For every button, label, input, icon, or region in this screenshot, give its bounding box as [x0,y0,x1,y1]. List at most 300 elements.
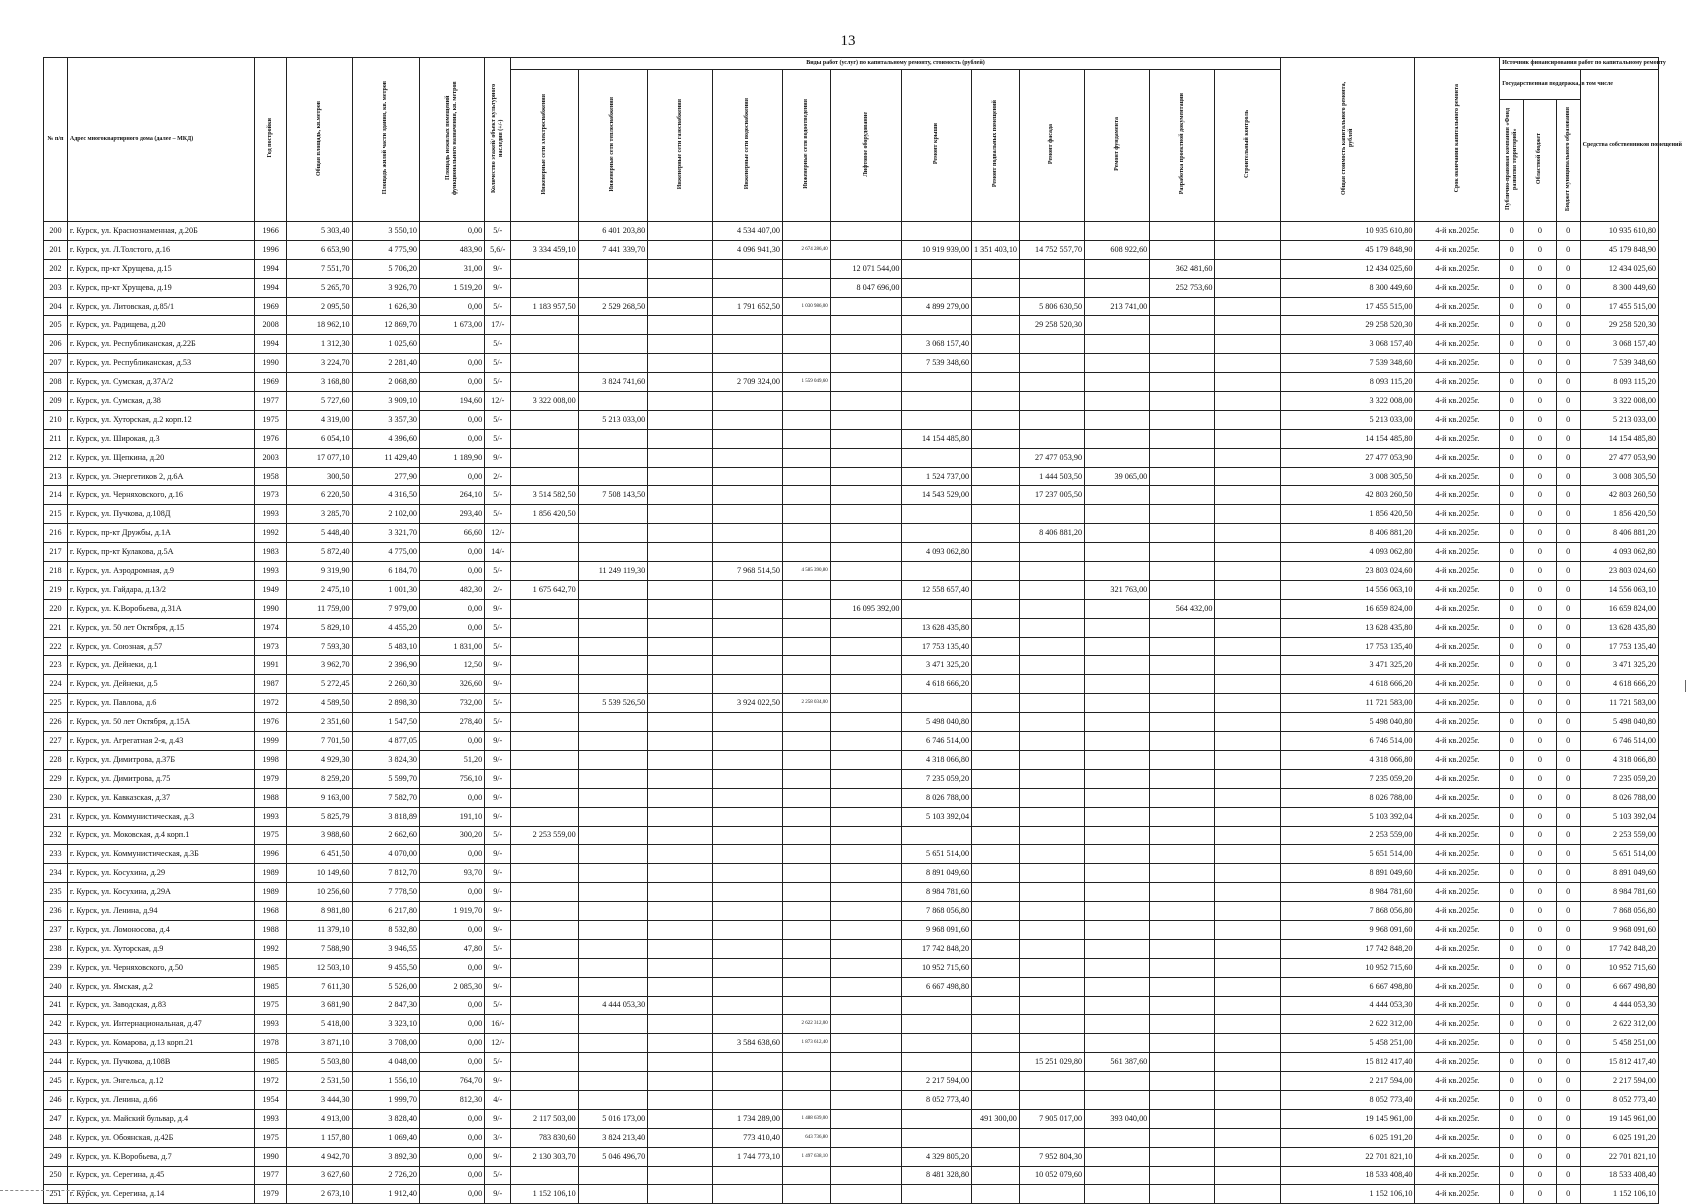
cell-floors: 9/- [485,656,511,675]
cell-total-area: 4 589,50 [287,694,352,713]
cell-floors: 5/- [485,222,511,241]
cell-sewer-cost: 1 873 612,40 [782,1034,830,1053]
cell-fund-reform: 0 [1500,1015,1524,1034]
cell-gas-cost [648,278,713,297]
cell-year: 1993 [254,562,287,581]
cell-municipal-budget: 0 [1556,505,1580,524]
cell-nonres-area: 1 831,00 [420,637,485,656]
cell-lift-cost [830,807,902,826]
cell-control-cost [1215,1090,1280,1109]
cell-nonres-area: 0,00 [420,1128,485,1147]
cell-heat-cost [578,902,648,921]
cell-year: 1998 [254,750,287,769]
cell-total-cost: 8 984 781,60 [1280,883,1415,902]
cell-living-area: 3 708,00 [352,1034,419,1053]
cell-year: 1990 [254,1147,287,1166]
cell-regional-budget: 0 [1524,939,1557,958]
cell-year: 1969 [254,373,287,392]
cell-water-cost [713,996,783,1015]
cell-heat-cost [578,448,648,467]
cell-roof-cost: 8 052 773,40 [902,1090,972,1109]
cell-facade-cost [1019,788,1084,807]
cell-heat-cost [578,429,648,448]
table-row [44,788,1659,807]
cell-basement-cost: 491 300,00 [972,1109,1020,1128]
cell-control-cost [1215,222,1280,241]
cell-foundation-cost [1085,1015,1150,1034]
cell-lift-cost [830,883,902,902]
cell-fund-reform: 0 [1500,562,1524,581]
cell-row-number: 220 [44,599,68,618]
cell-row-number: 225 [44,694,68,713]
cell-design-cost [1150,1185,1215,1204]
cell-floors: 12/- [485,392,511,411]
cell-roof-cost: 10 952 715,60 [902,958,972,977]
cell-municipal-budget: 0 [1556,732,1580,751]
cell-water-cost [713,845,783,864]
cell-nonres-area: 482,30 [420,580,485,599]
cell-facade-cost [1019,637,1084,656]
cell-fund-reform: 0 [1500,240,1524,259]
cell-deadline: 4-й кв.2025г. [1415,1034,1500,1053]
cell-address: г. Курск, ул. Черняховского, д.16 [67,486,254,505]
cell-sewer-cost [782,1053,830,1072]
cell-total-cost: 16 659 824,00 [1280,599,1415,618]
cell-living-area: 5 706,20 [352,259,419,278]
cell-municipal-budget: 0 [1556,807,1580,826]
cell-gas-cost [648,240,713,259]
cell-regional-budget: 0 [1524,1034,1557,1053]
cell-lift-cost [830,448,902,467]
cell-basement-cost [972,902,1020,921]
cell-sewer-cost [782,1185,830,1204]
cell-total-cost: 14 154 485,80 [1280,429,1415,448]
cell-deadline: 4-й кв.2025г. [1415,939,1500,958]
cell-regional-budget: 0 [1524,429,1557,448]
cell-total-area: 5 727,60 [287,392,352,411]
cell-living-area: 3 909,10 [352,392,419,411]
cell-living-area: 5 526,00 [352,977,419,996]
cell-facade-cost [1019,939,1084,958]
table-row [44,637,1659,656]
cell-fund-reform: 0 [1500,883,1524,902]
cell-design-cost [1150,883,1215,902]
cell-lift-cost [830,486,902,505]
cell-water-cost [713,788,783,807]
cell-living-area: 6 217,80 [352,902,419,921]
cell-control-cost [1215,826,1280,845]
cell-water-cost: 2 709 324,00 [713,373,783,392]
cell-owners-funds: 5 103 392,04 [1580,807,1658,826]
table-row [44,996,1659,1015]
cell-lift-cost [830,618,902,637]
cell-total-cost: 17 742 848,20 [1280,939,1415,958]
cell-heat-cost [578,958,648,977]
cell-floors: 5/- [485,996,511,1015]
table-row [44,297,1659,316]
table-row [44,694,1659,713]
cell-water-cost: 7 968 514,50 [713,562,783,581]
cell-living-area: 4 316,50 [352,486,419,505]
cell-heat-cost: 3 824 213,40 [578,1128,648,1147]
cell-foundation-cost [1085,996,1150,1015]
cell-roof-cost: 4 618 666,20 [902,675,972,694]
cell-heat-cost [578,524,648,543]
cell-sewer-cost [782,524,830,543]
cell-municipal-budget: 0 [1556,675,1580,694]
cell-living-area: 7 778,50 [352,883,419,902]
cell-heat-cost [578,1053,648,1072]
cell-fund-reform: 0 [1500,278,1524,297]
cell-fund-reform: 0 [1500,958,1524,977]
cell-deadline: 4-й кв.2025г. [1415,845,1500,864]
cell-facade-cost [1019,958,1084,977]
cell-total-cost: 8 406 881,20 [1280,524,1415,543]
cell-water-cost [713,1072,783,1091]
cell-year: 1973 [254,486,287,505]
cell-fund-reform: 0 [1500,826,1524,845]
cell-total-area: 11 379,10 [287,920,352,939]
cell-owners-funds: 12 434 025,60 [1580,259,1658,278]
cell-lift-cost [830,845,902,864]
cell-sewer-cost [782,259,830,278]
cell-basement-cost [972,1128,1020,1147]
cell-electric-cost: 2 117 503,00 [511,1109,578,1128]
cell-fund-reform: 0 [1500,297,1524,316]
cell-nonres-area: 0,00 [420,373,485,392]
cell-control-cost [1215,543,1280,562]
cell-facade-cost [1019,750,1084,769]
cell-deadline: 4-й кв.2025г. [1415,562,1500,581]
cell-heat-cost: 3 824 741,60 [578,373,648,392]
cell-electric-cost: 1 152 106,10 [511,1185,578,1204]
cell-living-area: 4 775,00 [352,543,419,562]
cell-row-number: 251 [44,1185,68,1204]
cell-basement-cost [972,883,1020,902]
cell-address: г. Курск, ул. Энергетиков 2, д.6А [67,467,254,486]
cell-row-number: 241 [44,996,68,1015]
cell-sewer-cost [782,429,830,448]
cell-regional-budget: 0 [1524,807,1557,826]
table-row [44,316,1659,335]
cell-design-cost [1150,939,1215,958]
cell-floors: 9/- [485,788,511,807]
cell-nonres-area: 278,40 [420,713,485,732]
cell-total-area: 9 163,00 [287,788,352,807]
cell-sewer-cost [782,392,830,411]
col-deadline: Срок окончания капитального ремонта [1415,58,1500,222]
cell-address: г. Курск, ул. Союзная, д.57 [67,637,254,656]
cell-row-number: 246 [44,1090,68,1109]
cell-facade-cost [1019,222,1084,241]
cell-nonres-area: 0,00 [420,354,485,373]
cell-row-number: 213 [44,467,68,486]
cell-owners-funds: 2 217 594,00 [1580,1072,1658,1091]
cell-water-cost [713,354,783,373]
cell-design-cost [1150,656,1215,675]
cell-electric-cost [511,996,578,1015]
cell-address: г. Курск, ул. Ломоносова, д.4 [67,920,254,939]
cell-foundation-cost [1085,543,1150,562]
cell-fund-reform: 0 [1500,1185,1524,1204]
cell-sewer-cost [782,713,830,732]
cell-sewer-cost [782,996,830,1015]
cell-roof-cost [902,259,972,278]
cell-sewer-cost [782,864,830,883]
cell-deadline: 4-й кв.2025г. [1415,505,1500,524]
cell-row-number: 216 [44,524,68,543]
cell-water-cost [713,675,783,694]
cell-basement-cost [972,543,1020,562]
cell-regional-budget: 0 [1524,1128,1557,1147]
col-electric: Инженерные сети электроснабжения [511,70,578,222]
cell-year: 1949 [254,580,287,599]
cell-total-area: 4 942,70 [287,1147,352,1166]
cell-foundation-cost [1085,883,1150,902]
cell-heat-cost: 5 046 496,70 [578,1147,648,1166]
cell-row-number: 232 [44,826,68,845]
cell-municipal-budget: 0 [1556,713,1580,732]
cell-owners-funds: 42 803 260,50 [1580,486,1658,505]
cell-lift-cost [830,354,902,373]
cell-electric-cost: 783 830,60 [511,1128,578,1147]
cell-year: 1989 [254,864,287,883]
cell-address: г. Курск, ул. Черняховского, д.50 [67,958,254,977]
cell-fund-reform: 0 [1500,807,1524,826]
cell-deadline: 4-й кв.2025г. [1415,656,1500,675]
cell-municipal-budget: 0 [1556,580,1580,599]
cell-roof-cost [902,392,972,411]
cell-roof-cost [902,373,972,392]
cell-address: г. Курск, ул. Дейнеки, д.5 [67,675,254,694]
cell-total-cost: 6 746 514,00 [1280,732,1415,751]
cell-electric-cost [511,373,578,392]
cell-address: г. Курск, ул. Ленина, д.94 [67,902,254,921]
cell-electric-cost: 3 514 582,50 [511,486,578,505]
cell-water-cost: 1 744 773,10 [713,1147,783,1166]
cell-gas-cost [648,618,713,637]
cell-regional-budget: 0 [1524,486,1557,505]
cell-address: г. Курск, пр-кт Дружбы, д.1А [67,524,254,543]
cell-basement-cost [972,562,1020,581]
cell-electric-cost: 3 334 459,10 [511,240,578,259]
cell-facade-cost: 7 905 017,00 [1019,1109,1084,1128]
cell-total-area: 10 256,60 [287,883,352,902]
cell-floors: 9/- [485,448,511,467]
cell-basement-cost [972,845,1020,864]
cell-foundation-cost [1085,637,1150,656]
cell-floors: 9/- [485,977,511,996]
cell-regional-budget: 0 [1524,713,1557,732]
cell-basement-cost [972,429,1020,448]
cell-control-cost [1215,278,1280,297]
cell-roof-cost [902,562,972,581]
cell-basement-cost [972,637,1020,656]
cell-lift-cost: 12 071 544,00 [830,259,902,278]
cell-municipal-budget: 0 [1556,486,1580,505]
table-row [44,845,1659,864]
table-row [44,826,1659,845]
cell-year: 1994 [254,335,287,354]
cell-fund-reform: 0 [1500,448,1524,467]
cell-electric-cost: 1 675 642,70 [511,580,578,599]
table-row [44,1053,1659,1072]
col-water: Инженерные сети водоснабжения [713,70,783,222]
cell-total-cost: 8 052 773,40 [1280,1090,1415,1109]
cell-total-cost: 5 498 040,80 [1280,713,1415,732]
cell-total-cost: 10 952 715,60 [1280,958,1415,977]
cell-total-area: 5 829,10 [287,618,352,637]
cell-deadline: 4-й кв.2025г. [1415,373,1500,392]
cell-year: 1990 [254,599,287,618]
cell-row-number: 237 [44,920,68,939]
cell-design-cost [1150,429,1215,448]
cell-facade-cost [1019,618,1084,637]
cell-foundation-cost [1085,410,1150,429]
cell-total-cost: 5 458 251,00 [1280,1034,1415,1053]
cell-living-area: 1 912,40 [352,1185,419,1204]
cell-total-area: 7 588,90 [287,939,352,958]
cell-roof-cost [902,316,972,335]
cell-municipal-budget: 0 [1556,1034,1580,1053]
cell-design-cost [1150,240,1215,259]
cell-floors: 2/- [485,467,511,486]
cell-total-area: 3 444,30 [287,1090,352,1109]
cell-foundation-cost [1085,807,1150,826]
cell-basement-cost [972,448,1020,467]
cell-nonres-area [420,335,485,354]
cell-water-cost [713,769,783,788]
cell-row-number: 224 [44,675,68,694]
cell-municipal-budget: 0 [1556,524,1580,543]
cell-row-number: 226 [44,713,68,732]
cell-facade-cost [1019,713,1084,732]
table-row [44,240,1659,259]
cell-foundation-cost [1085,977,1150,996]
cell-electric-cost [511,750,578,769]
cell-electric-cost [511,864,578,883]
cell-basement-cost [972,977,1020,996]
cell-address: г. Курск, ул. Сумская, д.38 [67,392,254,411]
cell-total-area: 6 653,90 [287,240,352,259]
cell-foundation-cost [1085,562,1150,581]
cell-total-cost: 2 622 312,00 [1280,1015,1415,1034]
col-foundation: Ремонт фундамента [1085,70,1150,222]
cell-municipal-budget: 0 [1556,656,1580,675]
cell-foundation-cost [1085,373,1150,392]
cell-total-cost: 3 008 305,50 [1280,467,1415,486]
cell-roof-cost: 1 524 737,00 [902,467,972,486]
cell-fund-reform: 0 [1500,392,1524,411]
cell-gas-cost [648,675,713,694]
cell-control-cost [1215,920,1280,939]
cell-basement-cost [972,1072,1020,1091]
table-row [44,278,1659,297]
cell-floors: 5/- [485,335,511,354]
cell-nonres-area: 0,00 [420,297,485,316]
cell-control-cost [1215,958,1280,977]
cell-lift-cost [830,769,902,788]
cell-gas-cost [648,335,713,354]
cell-floors: 3/- [485,1128,511,1147]
cell-heat-cost: 5 016 173,00 [578,1109,648,1128]
cell-electric-cost [511,599,578,618]
cell-municipal-budget: 0 [1556,902,1580,921]
cell-deadline: 4-й кв.2025г. [1415,297,1500,316]
cell-lift-cost [830,996,902,1015]
cell-total-area: 5 303,40 [287,222,352,241]
cell-living-area: 2 726,20 [352,1166,419,1185]
cell-municipal-budget: 0 [1556,1015,1580,1034]
col-living-area: Площадь жилой части здания, кв. метров [352,58,419,222]
cell-control-cost [1215,599,1280,618]
cell-nonres-area: 300,20 [420,826,485,845]
cell-owners-funds: 29 258 520,30 [1580,316,1658,335]
cell-heat-cost [578,1090,648,1109]
cell-total-area: 2 095,50 [287,297,352,316]
cell-floors: 9/- [485,675,511,694]
cell-total-area: 1 157,80 [287,1128,352,1147]
cell-deadline: 4-й кв.2025г. [1415,996,1500,1015]
cell-electric-cost [511,1034,578,1053]
cell-electric-cost [511,410,578,429]
cell-fund-reform: 0 [1500,769,1524,788]
cell-foundation-cost [1085,222,1150,241]
cell-year: 1969 [254,297,287,316]
cell-fund-reform: 0 [1500,486,1524,505]
cell-basement-cost [972,505,1020,524]
cell-control-cost [1215,637,1280,656]
cell-gas-cost [648,1072,713,1091]
cell-basement-cost [972,599,1020,618]
cell-row-number: 247 [44,1109,68,1128]
cell-total-cost: 29 258 520,30 [1280,316,1415,335]
cell-sewer-cost [782,807,830,826]
cell-floors: 9/- [485,732,511,751]
cell-owners-funds: 18 533 408,40 [1580,1166,1658,1185]
cell-fund-reform: 0 [1500,977,1524,996]
cell-design-cost [1150,1015,1215,1034]
cell-year: 1976 [254,713,287,732]
cell-roof-cost: 4 329 805,20 [902,1147,972,1166]
cell-year: 1975 [254,826,287,845]
cell-fund-reform: 0 [1500,1109,1524,1128]
cell-municipal-budget: 0 [1556,694,1580,713]
cell-address: г. Курск, ул. Косухина, д.29А [67,883,254,902]
cell-municipal-budget: 0 [1556,845,1580,864]
cell-fund-reform: 0 [1500,1166,1524,1185]
cell-electric-cost: 1 183 957,50 [511,297,578,316]
cell-address: г. Курск, пр-кт Хрущева, д.19 [67,278,254,297]
cell-deadline: 4-й кв.2025г. [1415,826,1500,845]
cell-fund-reform: 0 [1500,656,1524,675]
cell-gas-cost [648,448,713,467]
cell-total-cost: 7 868 056,80 [1280,902,1415,921]
cell-sewer-cost [782,750,830,769]
cell-living-area: 1 547,50 [352,713,419,732]
cell-water-cost [713,448,783,467]
cell-year: 1996 [254,845,287,864]
cell-total-area: 11 759,00 [287,599,352,618]
cell-roof-cost: 8 026 788,00 [902,788,972,807]
cell-year: 1983 [254,543,287,562]
cell-lift-cost [830,864,902,883]
cell-floors: 5/- [485,826,511,845]
cell-gas-cost [648,486,713,505]
cell-foundation-cost [1085,316,1150,335]
cell-nonres-area: 66,60 [420,524,485,543]
cell-floors: 9/- [485,958,511,977]
